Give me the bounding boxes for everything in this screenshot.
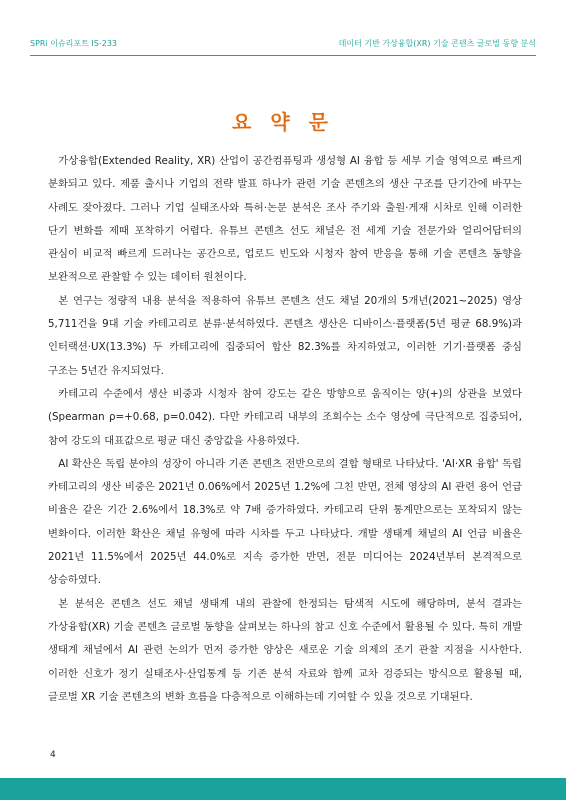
paragraph: 카테고리 수준에서 생산 비중과 시청자 참여 강도는 같은 방향으로 움직이는 양(+)의 상관을 보였다(Spearman ρ=+0.68, p=0.042). 다만 카테고리 내부의 조회수는 소수 영상에 극단적으로 집중되어, 참여 강도의 대표값으로 평균 대신 중앙값을 사용하였다. bbox=[48, 387, 522, 447]
paragraph: AI 확산은 독립 분야의 성장이 아니라 기존 콘텐츠 전반으로의 결합 형태로 나타났다. 'AI·XR 융합' 독립 카테고리의 생산 비중은 2021년 0.06%에서 2025년 1.2%에 그친 반면, 전체 영상의 AI 관련 용어 언급 비율은 같은 기간 2.6%에서 18.3%로 약 7배 증가하였다. 카테고리 단위 통계만으로는 포착되지 않는 변화이다. 이러한 확산은 채널 유형에 따라 시차를 두고 나타났다. 개발 생태계 채널의 AI 언급 비율은 2021년 11.5%에서 2025년 44.0%로 지속 증가한 반면, 전문 미디어는 2024년부터 본격적으로 상승하였다. bbox=[48, 457, 522, 587]
summary-body bbox=[48, 150, 522, 709]
page-title: 요 약 문 bbox=[232, 110, 334, 134]
paragraph: 본 연구는 정량적 내용 분석을 적용하여 유튜브 콘텐츠 선도 채널 20개의 5개년(2021~2025) 영상 5,711건을 9대 기술 카테고리로 분류·분석하였다. 콘텐츠 생산은 디바이스·플랫폼(5년 평균 68.9%)과 인터랙션·UX(13.3%) 두 카테고리에 집중되어 합산 82.3%를 차지하였고, 이러한 기기·플랫폼 중심 구조는 5년간 유지되었다. bbox=[48, 294, 522, 377]
paragraph: 가상융합(Extended Reality, XR) 산업이 공간컴퓨팅과 생성형 AI 융합 등 세부 기술 영역으로 빠르게 분화되고 있다. 제품 출시나 기업의 전략 발표 하나가 관련 기술 콘텐츠의 생산 구조를 단기간에 바꾸는 사례도 잦아졌다. 그러나 기업 실태조사와 특허·논문 분석은 조사 주기와 출원·게재 시차로 인해 이러한 단기 변화를 제때 포착하기 어렵다. 유튜브 콘텐츠 선도 채널은 전 세계 기술 전문가와 얼리어답터의 관심이 비교적 빠르게 드러나는 공간으로, 업로드 빈도와 시청자 참여 반응을 통해 기술 콘텐츠 동향을 보완적으로 관찰할 수 있는 데이터 원천이다. bbox=[48, 155, 522, 284]
report-id: SPRi 이슈리포트 IS-233 bbox=[30, 39, 118, 48]
running-header bbox=[30, 38, 536, 56]
report-title: 데이터 기반 가상융합(XR) 기술 콘텐츠 글로벌 동향 분석 bbox=[338, 39, 536, 48]
footer-bar bbox=[0, 778, 566, 800]
paragraph: 본 분석은 콘텐츠 선도 채널 생태계 내의 관찰에 한정되는 탐색적 시도에 해당하며, 분석 결과는 가상융합(XR) 기술 콘텐츠 글로벌 동향을 살펴보는 하나의 참고 신호 수준에서 활용될 수 있다. 특히 개발 생태계 채널에서 AI 관련 논의가 먼저 증가한 양상은 새로운 기술 의제의 조기 관찰 지점을 시사한다. 이러한 신호가 정기 실태조사·산업통계 등 기존 분석 자료와 함께 교차 검증되는 방식으로 활용될 때, 글로벌 XR 기술 콘텐츠의 변화 흐름을 다층적으로 이해하는데 기여할 수 있을 것으로 기대된다. bbox=[48, 597, 522, 703]
page-number: 4 bbox=[50, 750, 56, 760]
